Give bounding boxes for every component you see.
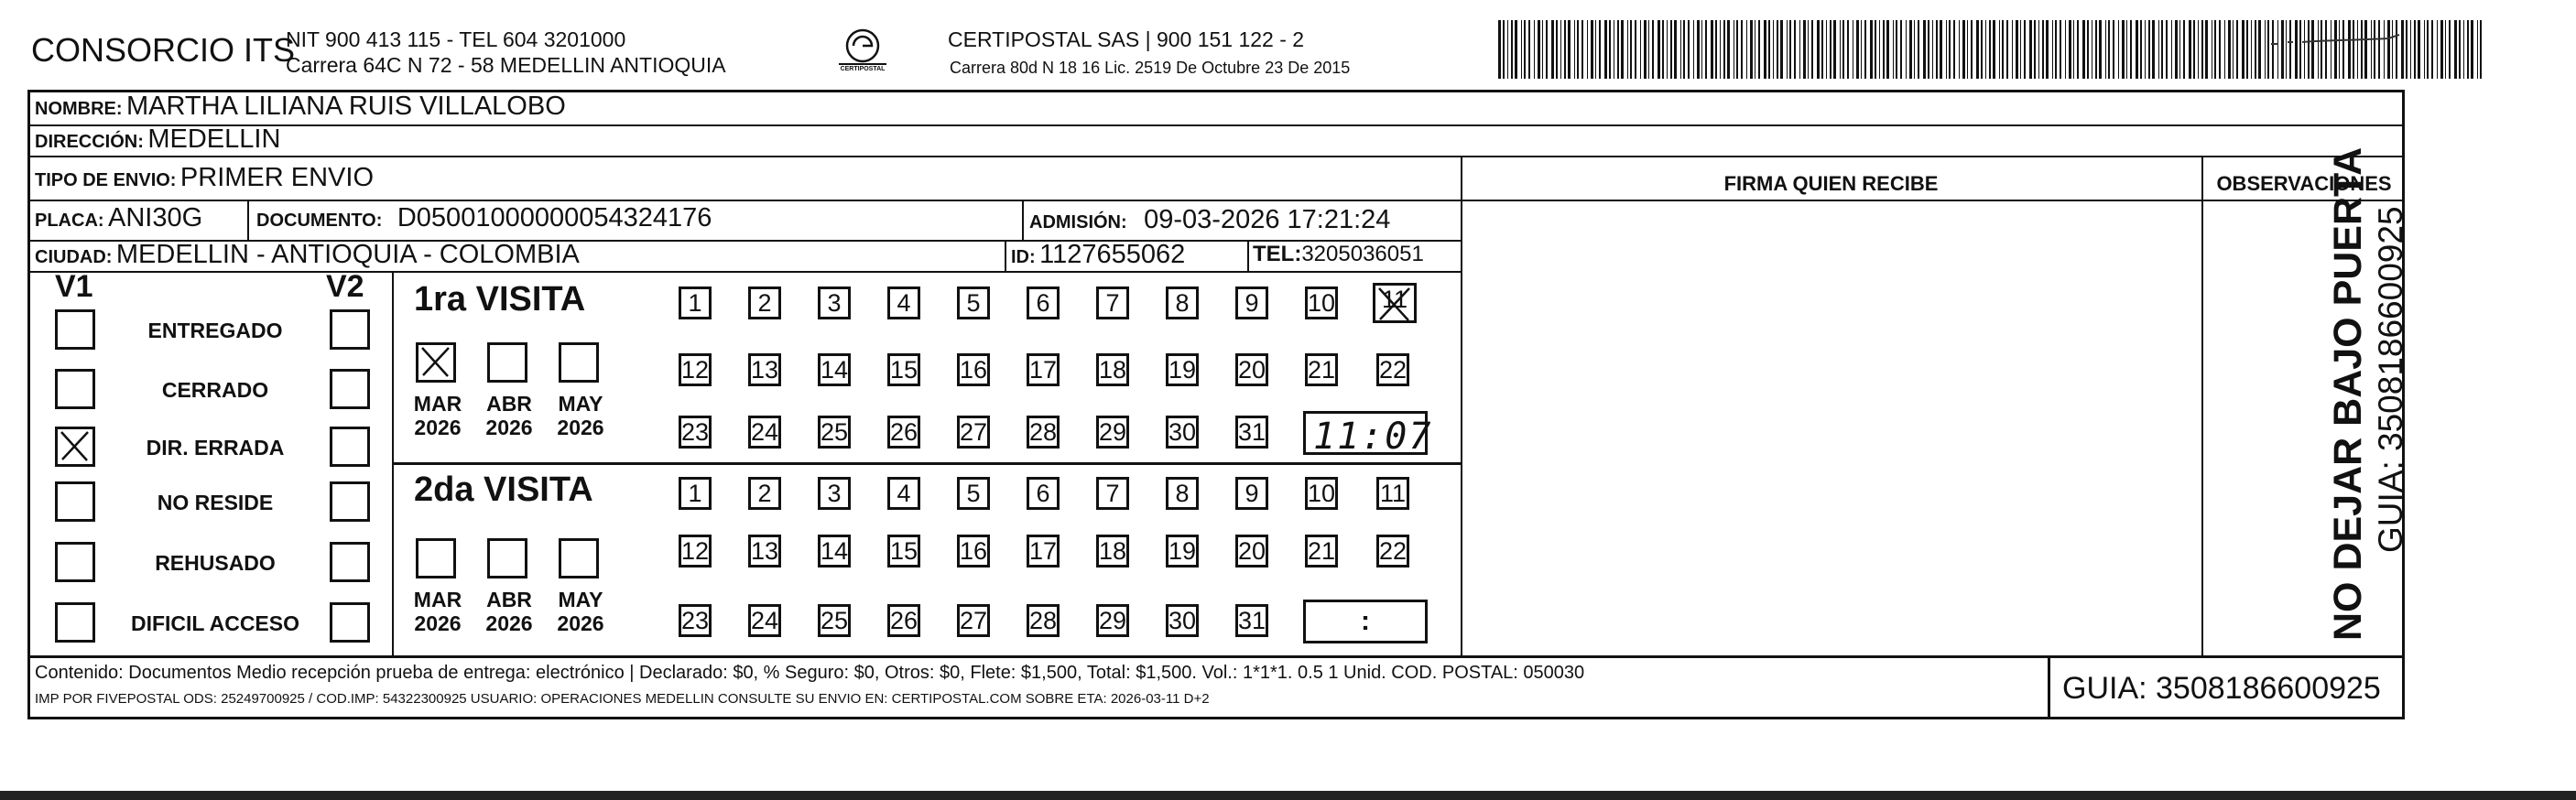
day-box[interactable] — [1166, 535, 1199, 568]
day-box[interactable] — [1027, 286, 1060, 319]
day-box[interactable] — [1027, 477, 1060, 510]
id-label: ID: — [1011, 247, 1036, 267]
day-box[interactable] — [1096, 353, 1129, 386]
day-box[interactable] — [679, 416, 712, 449]
company-address: Carrera 64C N 72 - 58 MEDELLIN ANTIOQUIA — [286, 53, 726, 77]
day-number: 1 — [688, 480, 702, 507]
day-number: 16 — [960, 356, 988, 384]
day-box[interactable] — [1235, 535, 1268, 568]
document-value: D05001000000054324176 — [397, 203, 712, 232]
v1-checkbox[interactable] — [55, 542, 95, 582]
day-box[interactable] — [818, 416, 851, 449]
status-label: DIR. ERRADA — [146, 436, 285, 459]
day-number: 12 — [681, 537, 710, 565]
side-warning: NO DEJAR BAJO PUERTA — [2326, 146, 2370, 641]
day-number: 5 — [966, 480, 981, 507]
day-box[interactable] — [887, 286, 920, 319]
day-box[interactable] — [818, 604, 851, 637]
month-checkbox[interactable] — [559, 342, 599, 383]
day-box[interactable] — [818, 353, 851, 386]
visit2-time: : — [1361, 606, 1370, 636]
address-label: DIRECCIÓN: — [35, 132, 144, 152]
day-number: 13 — [751, 537, 779, 565]
day-box[interactable] — [748, 416, 781, 449]
month-label: MAR 2026 — [413, 392, 462, 439]
day-number: 22 — [1379, 537, 1408, 565]
month-checkbox[interactable] — [487, 538, 527, 578]
day-number: 25 — [821, 418, 849, 446]
recipient-address: MEDELLIN — [147, 124, 281, 154]
plate-label: PLACA: — [35, 211, 104, 231]
admission-value: 09-03-2026 17:21:24 — [1144, 205, 1391, 234]
day-number: 15 — [890, 537, 918, 565]
day-number: 20 — [1238, 537, 1266, 565]
day-number: 11 — [1379, 480, 1407, 507]
scan-bottom-edge — [0, 791, 2576, 800]
month-label: MAR 2026 — [413, 588, 462, 635]
day-box[interactable] — [1376, 477, 1409, 510]
x-mark-icon — [418, 345, 453, 380]
certipostal-logo — [835, 26, 890, 79]
v2-checkbox[interactable] — [330, 369, 370, 409]
day-box[interactable] — [1235, 604, 1268, 637]
type-label: TIPO DE ENVIO: — [35, 170, 177, 190]
id-row — [1011, 240, 1185, 270]
day-box[interactable] — [1027, 353, 1060, 386]
day-box[interactable] — [887, 416, 920, 449]
day-box[interactable] — [818, 286, 851, 319]
day-number: 14 — [821, 537, 849, 565]
v1-checkbox[interactable] — [55, 602, 95, 643]
day-number: 17 — [1029, 356, 1058, 384]
day-number: 19 — [1168, 537, 1197, 565]
day-box[interactable] — [748, 535, 781, 568]
day-number: 8 — [1175, 289, 1190, 317]
day-box[interactable] — [679, 286, 712, 319]
day-box[interactable] — [748, 604, 781, 637]
day-box[interactable] — [957, 286, 990, 319]
day-number: 3 — [827, 480, 842, 507]
day-number: 22 — [1379, 356, 1408, 384]
day-box[interactable] — [1235, 286, 1268, 319]
day-number: 27 — [960, 418, 988, 446]
v1-checkbox[interactable] — [55, 309, 95, 350]
address-row — [35, 124, 280, 155]
day-number: 9 — [1245, 289, 1259, 317]
day-box[interactable] — [679, 535, 712, 568]
day-box[interactable] — [887, 535, 920, 568]
day-box[interactable] — [1096, 416, 1129, 449]
day-box[interactable] — [957, 477, 990, 510]
day-box[interactable] — [1376, 353, 1409, 386]
day-number: 23 — [681, 607, 710, 634]
month-label: MAY 2026 — [557, 392, 604, 439]
day-box[interactable] — [748, 477, 781, 510]
day-box[interactable] — [957, 353, 990, 386]
day-box[interactable] — [679, 477, 712, 510]
shipment-type: PRIMER ENVIO — [179, 163, 375, 192]
scribble-graphic — [2269, 27, 2407, 49]
day-number: 2 — [757, 289, 772, 317]
plate-row — [35, 203, 202, 233]
day-box[interactable] — [887, 477, 920, 510]
day-box[interactable] — [1166, 286, 1199, 319]
v2-checkbox[interactable] — [330, 427, 370, 467]
day-box[interactable] — [1235, 416, 1268, 449]
day-number: 30 — [1168, 418, 1197, 446]
logo-text: CERTIPOSTAL — [840, 66, 886, 72]
name-row — [35, 92, 566, 122]
day-number: 4 — [897, 289, 911, 317]
day-box[interactable] — [748, 353, 781, 386]
day-number: 29 — [1099, 418, 1127, 446]
v2-checkbox[interactable] — [330, 309, 370, 350]
tel-label: TEL: — [1253, 242, 1302, 266]
day-number: 12 — [681, 356, 710, 384]
status-label: ENTREGADO — [147, 319, 283, 342]
v2-header: V2 — [326, 269, 364, 304]
id-value: 1127655062 — [1039, 240, 1186, 269]
month-label: MAY 2026 — [557, 588, 604, 635]
document-row — [256, 203, 712, 233]
day-number: 28 — [1029, 607, 1058, 634]
v2-checkbox[interactable] — [330, 542, 370, 582]
day-number: 25 — [821, 607, 849, 634]
day-box[interactable] — [818, 477, 851, 510]
day-box[interactable] — [1235, 353, 1268, 386]
status-label: DIFICIL ACCESO — [130, 611, 299, 635]
day-box[interactable] — [887, 604, 920, 637]
carrier-license: Carrera 80d N 18 16 Lic. 2519 De Octubre 23 De 2015 — [950, 59, 1351, 77]
day-number: 17 — [1029, 537, 1058, 565]
visit1-time: 11:07 — [1313, 416, 1433, 458]
day-number: 9 — [1245, 480, 1259, 507]
city-value: MEDELLIN - ANTIOQUIA - COLOMBIA — [115, 240, 580, 269]
month-label: ABR 2026 — [485, 392, 533, 439]
content-line: Contenido: Documentos Medio recepción prueba de entrega: electrónico | Declarado: $0, % Seguro: $0, Otros: $0, Flete: $1,500, Total: $1,500. Vol.: 1*1*1. 0.5 1 Unid. COD. POSTAL: 050030 — [35, 663, 1585, 683]
day-box[interactable] — [1166, 416, 1199, 449]
day-number: 28 — [1029, 418, 1058, 446]
day-number: 16 — [960, 537, 988, 565]
imp-line: IMP POR FIVEPOSTAL ODS: 25249700925 / COD.IMP: 54322300925 USUARIO: OPERACIONES MEDELLIN CONSULTE SU ENVIO EN: CERTIPOSTAL.COM SOBRE ETA: 2026-03-11 D+2 — [35, 691, 1210, 707]
day-number: 8 — [1175, 480, 1190, 507]
observations-header: OBSERVACIONES — [2216, 172, 2392, 195]
day-number: 10 — [1308, 480, 1336, 507]
day-number: 3 — [827, 289, 842, 317]
day-number: 6 — [1036, 289, 1050, 317]
status-label: NO RESIDE — [157, 491, 274, 514]
day-box[interactable] — [679, 353, 712, 386]
day-box[interactable] — [957, 604, 990, 637]
day-box[interactable] — [748, 286, 781, 319]
day-number: 26 — [890, 418, 918, 446]
day-number: 7 — [1105, 480, 1120, 507]
month-label: ABR 2026 — [485, 588, 533, 635]
day-box[interactable] — [1166, 477, 1199, 510]
day-number: 23 — [681, 418, 710, 446]
day-number: 15 — [890, 356, 918, 384]
day-number: 10 — [1308, 289, 1336, 317]
day-box[interactable] — [1305, 353, 1338, 386]
v1-checkbox[interactable] — [55, 427, 95, 467]
day-number: 30 — [1168, 607, 1197, 634]
v2-checkbox[interactable] — [330, 481, 370, 522]
x-mark-icon — [58, 429, 92, 464]
day-number: 18 — [1099, 356, 1127, 384]
day-number: 5 — [966, 289, 981, 317]
day-box[interactable] — [957, 535, 990, 568]
day-box[interactable] — [1373, 283, 1417, 323]
day-number: 31 — [1238, 418, 1266, 446]
month-checkbox[interactable] — [416, 342, 456, 383]
day-number: 13 — [751, 356, 779, 384]
footer-guide: GUIA: 3508186600925 — [2062, 671, 2381, 706]
v2-checkbox[interactable] — [330, 602, 370, 643]
type-row — [35, 163, 374, 193]
tracking-scribble — [2269, 27, 2407, 54]
day-number: 2 — [757, 480, 772, 507]
admission-row — [1029, 205, 1390, 235]
company-nit: NIT 900 413 115 - TEL 604 3201000 — [286, 27, 626, 51]
month-checkbox[interactable] — [487, 342, 527, 383]
signature-header: FIRMA QUIEN RECIBE — [1723, 172, 1939, 195]
day-number: 11 — [1381, 286, 1408, 313]
day-box[interactable] — [1305, 286, 1338, 319]
day-box[interactable] — [1027, 604, 1060, 637]
day-box[interactable] — [1166, 353, 1199, 386]
day-box[interactable] — [1027, 535, 1060, 568]
day-number: 7 — [1105, 289, 1120, 317]
day-number: 20 — [1238, 356, 1266, 384]
month-checkbox[interactable] — [559, 538, 599, 578]
day-number: 14 — [821, 356, 849, 384]
day-box[interactable] — [818, 535, 851, 568]
day-number: 24 — [751, 418, 779, 446]
visit2-time-box[interactable] — [1303, 600, 1428, 643]
day-number: 4 — [897, 480, 911, 507]
company-name: CONSORCIO ITS — [31, 31, 296, 69]
day-box[interactable] — [1166, 604, 1199, 637]
admission-label: ADMISIÓN: — [1029, 212, 1127, 232]
day-box[interactable] — [957, 416, 990, 449]
visit1-title: 1ra VISITA — [414, 280, 586, 319]
day-box[interactable] — [679, 604, 712, 637]
carrier-name: CERTIPOSTAL SAS | 900 151 122 - 2 — [948, 27, 1305, 51]
day-number: 27 — [960, 607, 988, 634]
recipient-name: MARTHA LILIANA RUIS VILLALOBO — [126, 92, 566, 121]
plate-value: ANI30G — [108, 203, 203, 232]
v1-checkbox[interactable] — [55, 481, 95, 522]
day-number: 1 — [688, 289, 702, 317]
day-box[interactable] — [1376, 535, 1409, 568]
status-label: REHUSADO — [155, 551, 276, 575]
day-box[interactable] — [1305, 535, 1338, 568]
day-number: 19 — [1168, 356, 1197, 384]
day-box[interactable] — [1027, 416, 1060, 449]
tel-row — [1253, 242, 1424, 267]
day-number: 21 — [1308, 537, 1336, 565]
day-box[interactable] — [887, 353, 920, 386]
day-number: 29 — [1099, 607, 1127, 634]
x-mark-icon — [1375, 286, 1414, 324]
visit2-title: 2da VISITA — [414, 470, 593, 509]
name-label: NOMBRE: — [35, 99, 123, 119]
city-row — [35, 240, 580, 270]
day-number: 31 — [1238, 607, 1266, 634]
side-guide: GUIA: 3508186600925 — [2372, 206, 2409, 553]
v1-header: V1 — [55, 269, 93, 304]
document-label: DOCUMENTO: — [256, 211, 383, 231]
day-number: 18 — [1099, 537, 1127, 565]
day-box[interactable] — [1235, 477, 1268, 510]
tel-value: 3205036051 — [1301, 242, 1424, 266]
day-box[interactable] — [1096, 535, 1129, 568]
day-box[interactable] — [1096, 286, 1129, 319]
day-box[interactable] — [1096, 477, 1129, 510]
day-box[interactable] — [1305, 477, 1338, 510]
city-label: CIUDAD: — [35, 247, 113, 267]
visit1-time-box[interactable] — [1303, 411, 1433, 458]
v1-checkbox[interactable] — [55, 369, 95, 409]
month-checkbox[interactable] — [416, 538, 456, 578]
day-number: 21 — [1308, 356, 1336, 384]
status-label: CERRADO — [161, 378, 269, 402]
day-box[interactable] — [1096, 604, 1129, 637]
signature-area[interactable] — [1463, 202, 2201, 654]
day-number: 24 — [751, 607, 779, 634]
day-number: 6 — [1036, 480, 1050, 507]
day-number: 26 — [890, 607, 918, 634]
